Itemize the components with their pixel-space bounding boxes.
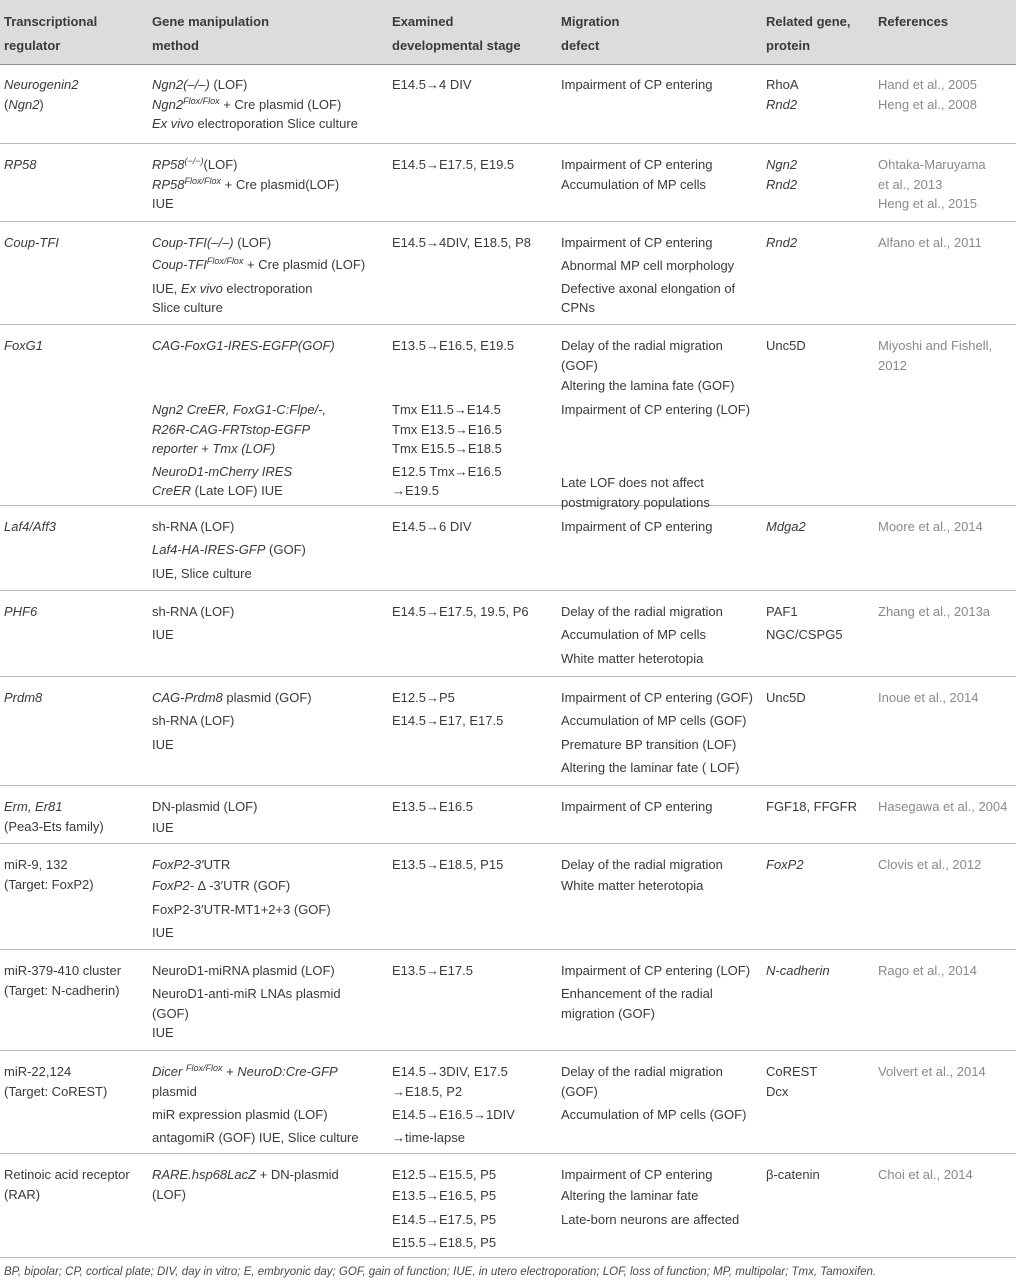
cell-defect: Impairment of CP entering [561,77,713,92]
cell-gene: Rnd2 [766,235,798,250]
table-row [0,677,1016,786]
cell-regulator: FoxG1 [4,338,44,353]
cell-gene: PAF1 NGC/CSPG5 [766,604,843,643]
table-row [0,591,1016,677]
cell-stage: E14.5→E17.5, 19.5, P6 [392,604,529,619]
cell-stage: E13.5→E18.5, P15 [392,857,504,872]
cell-references: Hasegawa et al., 2004 [878,799,1008,814]
cell-method: DN-plasmid (LOF) IUE [152,799,258,836]
cell-references: Hand et al., 2005 Heng et al., 2008 [878,77,978,112]
header-method: Gene manipulation method [152,14,270,53]
cell-stage: E13.5→E16.5, E19.5 Tmx E11.5→E14.5 Tmx E13.5→E16.5 Tmx E15.5→E18.5 E12.5 Tmx→E16.5 →E19.5 [392,338,515,499]
cell-gene: Unc5D [766,338,806,353]
cell-references: Choi et al., 2014 [878,1167,973,1182]
cell-method: Ngn2(–/–) (LOF) $Ngn2^{Flox/Flox}$ + Cre plasmid (LOF) Ex vivo electroporation Slice culture [152,77,358,131]
cell-stage: E14.5→4DIV, E18.5, P8 [392,235,532,250]
cell-method: Coup-TFI(–/–) (LOF) Coup-$TFI^{Flox/Flox}$ + Cre plasmid (LOF) IUE, Ex vivo electroporation Slice culture [152,235,366,316]
cell-stage: E14.5→3DIV, E17.5 →E18.5, P2 E14.5→E16.5→1DIV →time-lapse [392,1064,515,1146]
table-row [0,506,1016,591]
cell-method: RP58(−/−)(LOF) $RP58^{Flox/Flox}$ + Cre plasmid(LOF) IUE [152,156,340,211]
cell-regulator: Coup-TFI [4,235,59,250]
cell-method: FoxP2-3′UTR FoxP2- Δ -3′UTR (GOF) FoxP2-3′UTR-MT1+2+3 (GOF) IUE [152,857,331,941]
cell-gene: FGF18, FFGFR [766,799,857,814]
cell-defect: Delay of the radial migration (GOF) Altering the lamina fate (GOF) Impairment of CP entering (LOF) Late LOF does not affect postmigratory populations [561,338,751,510]
cell-gene: Unc5D [766,690,806,705]
header-regulator: Transcriptional regulator [4,14,98,53]
cell-gene: FoxP2 [766,857,804,872]
table-row [0,1051,1016,1154]
table-header [0,0,1016,65]
cell-references: Miyoshi and Fishell, 2012 [878,338,993,373]
cell-regulator: miR-9, 132 (Target: FoxP2) [4,857,94,892]
cell-references: Rago et al., 2014 [878,963,978,978]
cell-references: Moore et al., 2014 [878,519,983,534]
cell-defect: Impairment of CP entering [561,799,713,814]
cell-regulator: RP58 [4,157,37,172]
cell-method: RARE.hsp68LacZ + DN-plasmid (LOF) [152,1167,339,1202]
cell-references: Zhang et al., 2013a [878,604,991,619]
cell-defect: Impairment of CP entering Altering the laminar fate Late-born neurons are affected [561,1167,740,1227]
cell-stage: E14.5→E17.5, E19.5 [392,157,515,172]
cell-regulator: PHF6 [4,604,38,619]
cell-regulator: Erm, Er81 (Pea3-Ets family) [4,799,104,834]
table-row [0,844,1016,950]
cell-stage: E13.5→E17.5 [392,963,473,978]
cell-references: Ohtaka-Maruyama et al., 2013 Heng et al., 2015 [878,157,986,211]
cell-regulator: miR-379-410 cluster (Target: N-cadherin) [4,963,122,998]
header-defect: Migration defect [561,14,620,53]
cell-references: Clovis et al., 2012 [878,857,982,872]
table-row [0,950,1016,1051]
table-row [0,786,1016,844]
cell-defect: Impairment of CP entering Accumulation of MP cells [561,157,713,192]
cell-references: Alfano et al., 2011 [878,235,982,250]
cell-references: Inoue et al., 2014 [878,690,979,705]
cell-method: NeuroD1-miRNA plasmid (LOF) NeuroD1-anti-miR LNAs plasmid (GOF) IUE [152,963,341,1041]
cell-method: sh-RNA (LOF) Laf4-HA-IRES-GFP (GOF) IUE, Slice culture [152,519,306,581]
header-references: References [878,14,949,29]
cell-stage: E14.5→4 DIV [392,77,472,92]
cell-stage: E12.5→E15.5, P5 E13.5→E16.5, P5 E14.5→E17.5, P5 E15.5→E18.5, P5 [392,1167,497,1251]
cell-stage: E14.5→6 DIV [392,519,472,534]
cell-defect: Delay of the radial migration (GOF) Accumulation of MP cells (GOF) [561,1064,747,1122]
cell-stage: E13.5→E16.5 [392,799,473,814]
cell-method: CAG-Prdm8 plasmid (GOF) sh-RNA (LOF) IUE [152,690,312,752]
cell-defect: Impairment of CP entering [561,519,713,534]
table-footnote: BP, bipolar; CP, cortical plate; DIV, day in vitro; E, embryonic day; GOF, gain of function; IUE, in utero electroporation; LOF, loss of function; MP, multipolar; Tmx, Tamoxifen. [4,1266,877,1278]
header-stage: Examined developmental stage [392,14,521,53]
cell-defect: Impairment of CP entering Abnormal MP cell morphology Defective axonal elongation of CPNs [561,235,736,316]
cell-stage: E12.5→P5 E14.5→E17, E17.5 [392,690,504,729]
cell-regulator: Retinoic acid receptor (RAR) [4,1167,130,1202]
table-row [0,222,1016,325]
header-gene: Related gene, protein [766,14,851,53]
cell-gene: CoREST Dcx [766,1064,818,1099]
cell-gene: Ngn2 Rnd2 [766,157,798,192]
cell-regulator: Laf4/Aff3 [4,519,57,534]
cell-gene: RhoA Rnd2 [766,77,799,112]
cell-gene: Mdga2 [766,519,806,534]
cell-regulator: Prdm8 [4,690,43,705]
cell-defect: Delay of the radial migration Accumulation of MP cells White matter heterotopia [561,604,723,666]
cell-references: Volvert et al., 2014 [878,1064,986,1079]
table-row [0,1154,1016,1258]
table-row [0,325,1016,510]
cell-regulator: Neurogenin2 (Ngn2) [4,77,79,112]
table-row [0,144,1016,222]
table-row [0,64,1016,144]
cell-defect: Impairment of CP entering (LOF) Enhancement of the radial migration (GOF) [561,963,751,1021]
cell-method: Dicer $^{Flox/Flox}$ + NeuroD:Cre-GFP plasmid miR expression plasmid (LOF) antagomiR (GOF) IUE, Slice culture [152,1063,359,1146]
cell-defect: Impairment of CP entering (GOF) Accumulation of MP cells (GOF) Premature BP transition (LOF) Altering the laminar fate ( LOF) [561,690,753,776]
cell-gene: N-cadherin [766,963,830,978]
cell-regulator: miR-22,124 (Target: CoREST) [4,1064,108,1099]
cell-method: sh-RNA (LOF) IUE [152,604,235,643]
cell-gene: β-catenin [766,1167,820,1182]
cell-method: CAG-FoxG1-IRES-EGFP(GOF) Ngn2 CreER, FoxG1-C:Flpe/-, R26R-CAG-FRTstop-EGFP reporter + Tmx (LOF) NeuroD1-mCherry IRES CreER (Late LOF) IUE [152,338,335,499]
cell-defect: Delay of the radial migration White matter heterotopia [561,857,723,894]
